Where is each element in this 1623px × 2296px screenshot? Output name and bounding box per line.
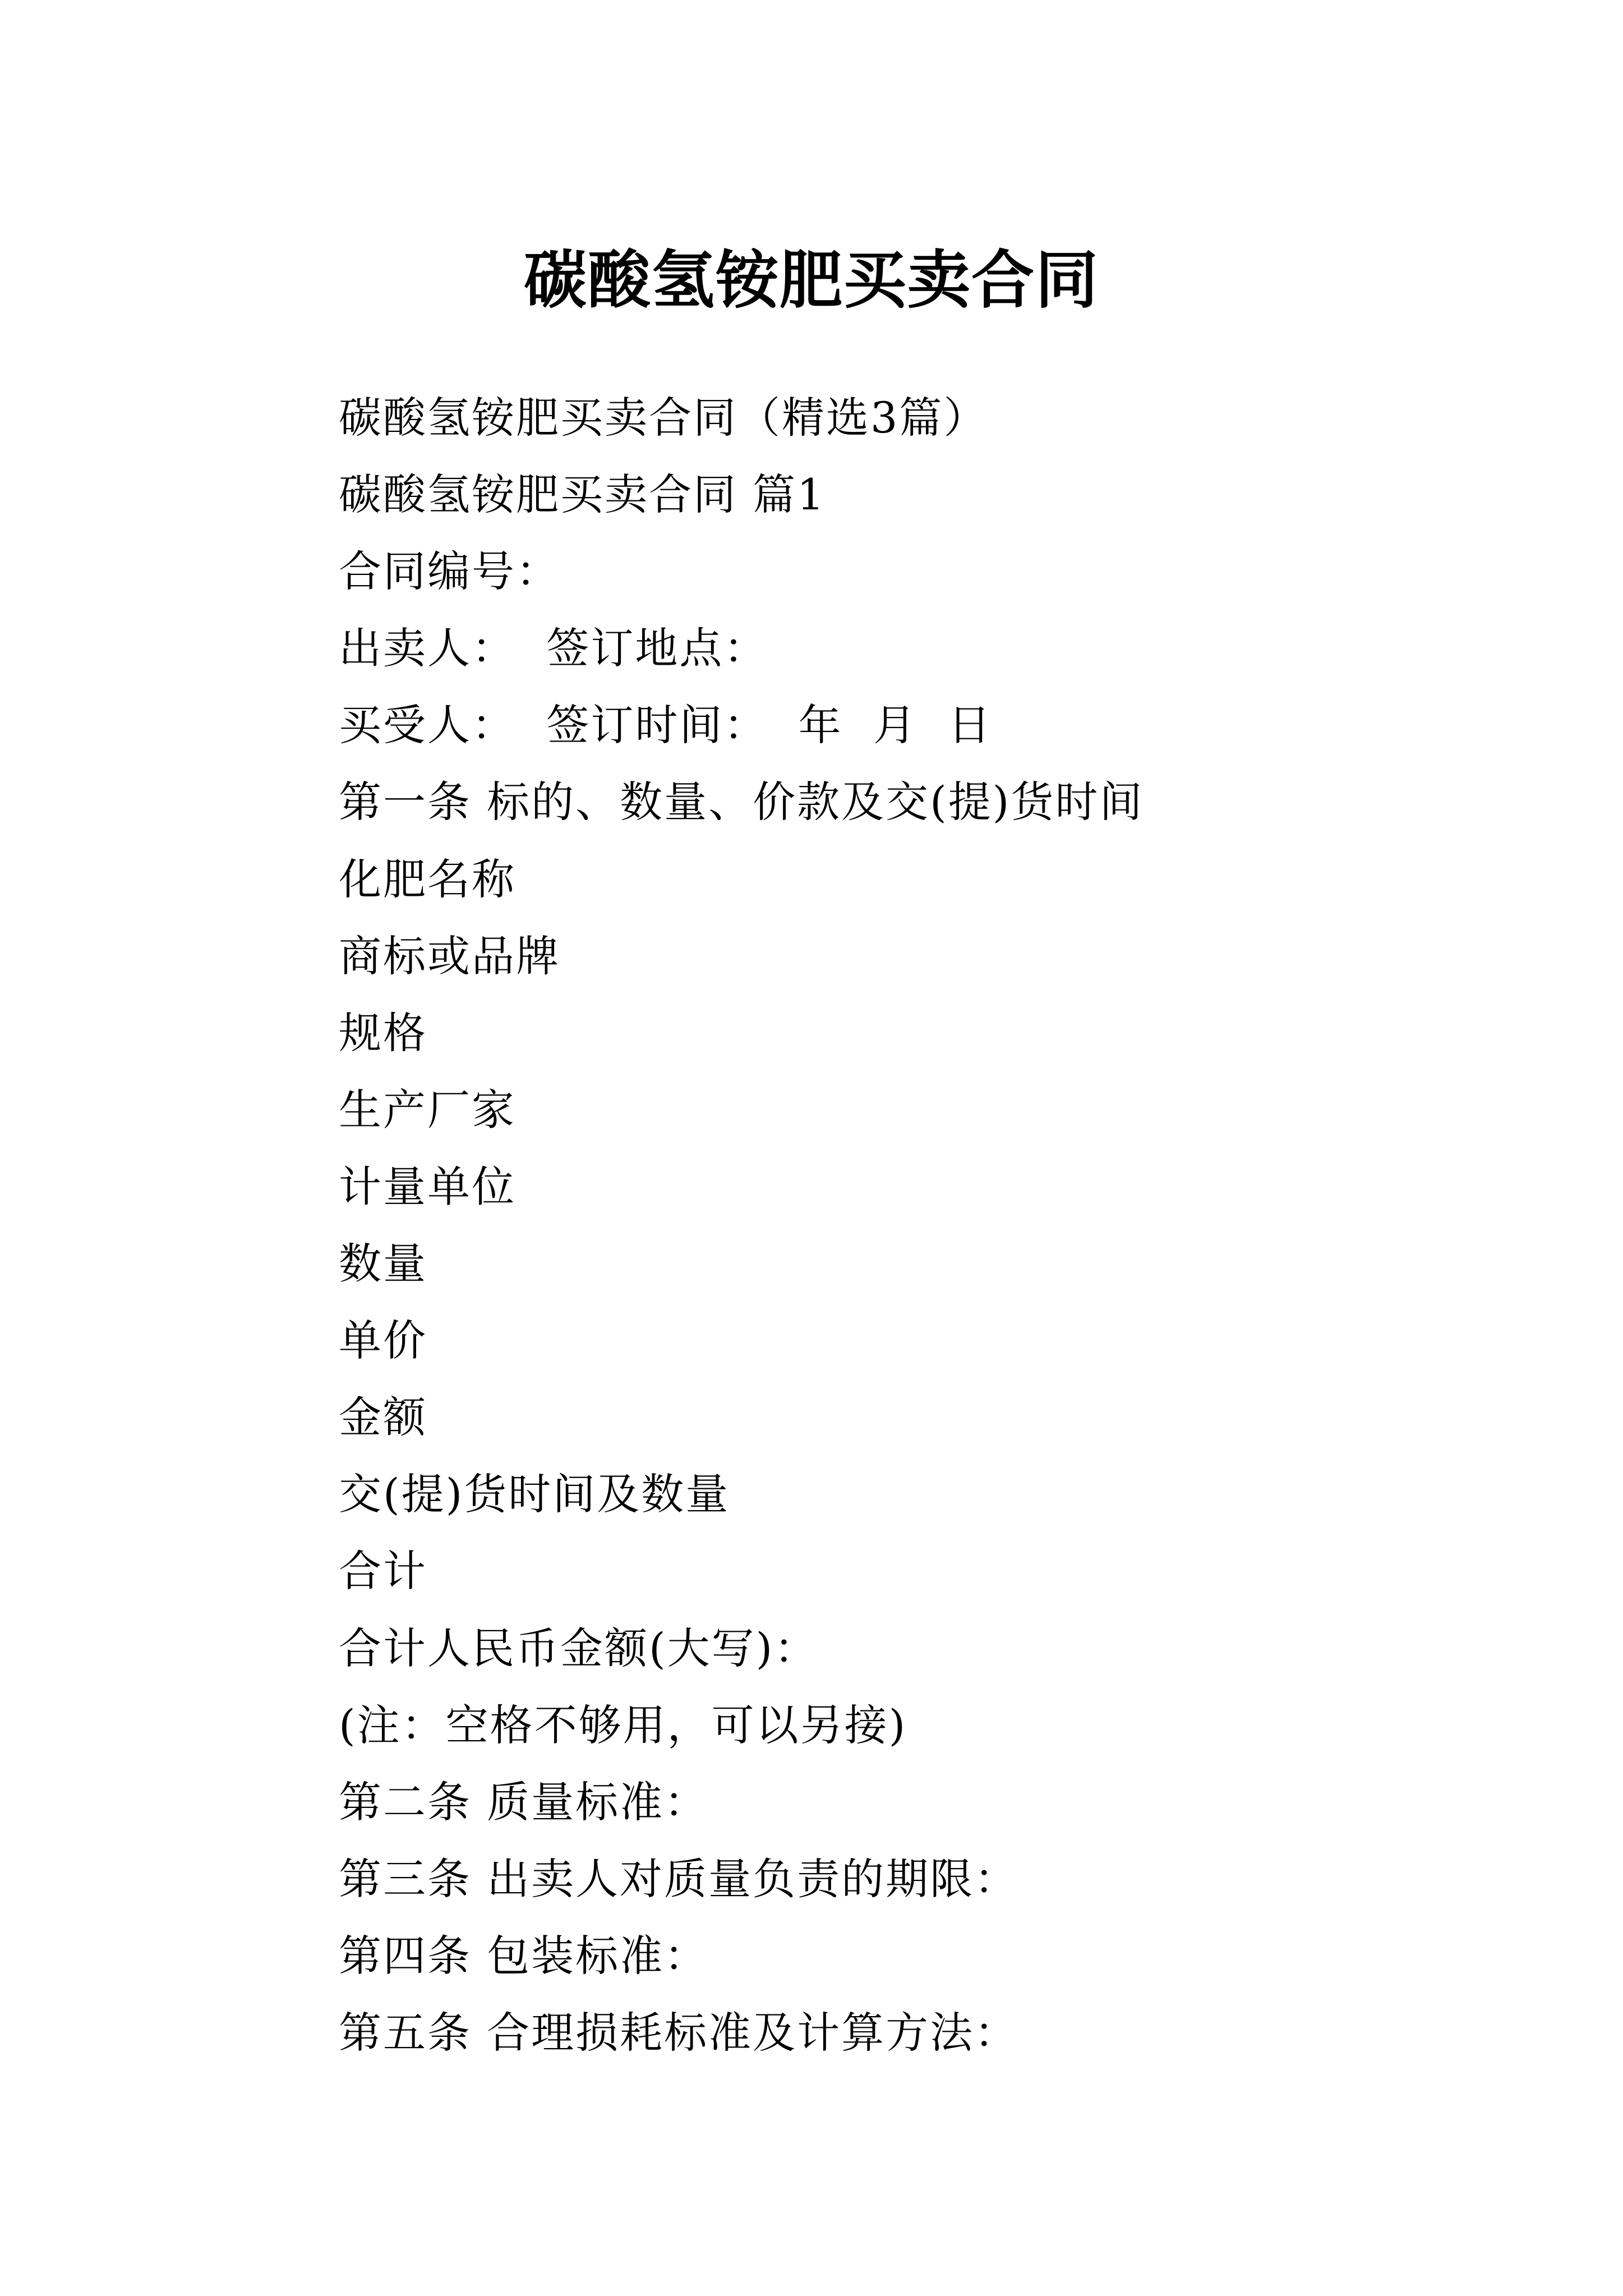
seller-line: 出卖人： 签订地点： <box>339 623 768 674</box>
article-2-heading: 第二条 质量标准： <box>339 1777 709 1827</box>
text-line: 计量单位 <box>339 1161 516 1212</box>
article-3-heading: 第三条 出卖人对质量负责的期限： <box>339 1853 1019 1904</box>
section-heading: 碳酸氢铵肥买卖合同 篇1 <box>339 470 826 520</box>
text-line: 化肥名称 <box>339 854 516 904</box>
text-line: 合计人民币金额(大写)： <box>339 1623 819 1673</box>
article-4-heading: 第四条 包装标准： <box>339 1930 709 1981</box>
text-line: 生产厂家 <box>339 1084 516 1135</box>
text-line: 合计 <box>339 1546 427 1596</box>
intro-heading: 碳酸氢铵肥买卖合同（精选3篇） <box>339 393 988 443</box>
buyer-line: 买受人： 签订时间： 年 月 日 <box>339 700 993 751</box>
article-5-heading: 第五条 合理损耗标准及计算方法： <box>339 2007 1019 2058</box>
document-body <box>339 379 1516 2071</box>
note-line: (注：空格不够用，可以另接) <box>339 1700 907 1750</box>
text-line: 金额 <box>339 1392 427 1443</box>
text-line: 商标或品牌 <box>339 931 560 981</box>
text-line: 交(提)货时间及数量 <box>339 1469 730 1520</box>
text-line: 数量 <box>339 1239 427 1289</box>
article-1-heading: 第一条 标的、数量、价款及交(提)货时间 <box>339 777 1144 827</box>
text-line: 规格 <box>339 1007 427 1058</box>
contract-number-field: 合同编号： <box>339 546 560 597</box>
document-title: 碳酸氢铵肥买卖合同 <box>524 244 1099 318</box>
text-line: 单价 <box>339 1315 427 1366</box>
